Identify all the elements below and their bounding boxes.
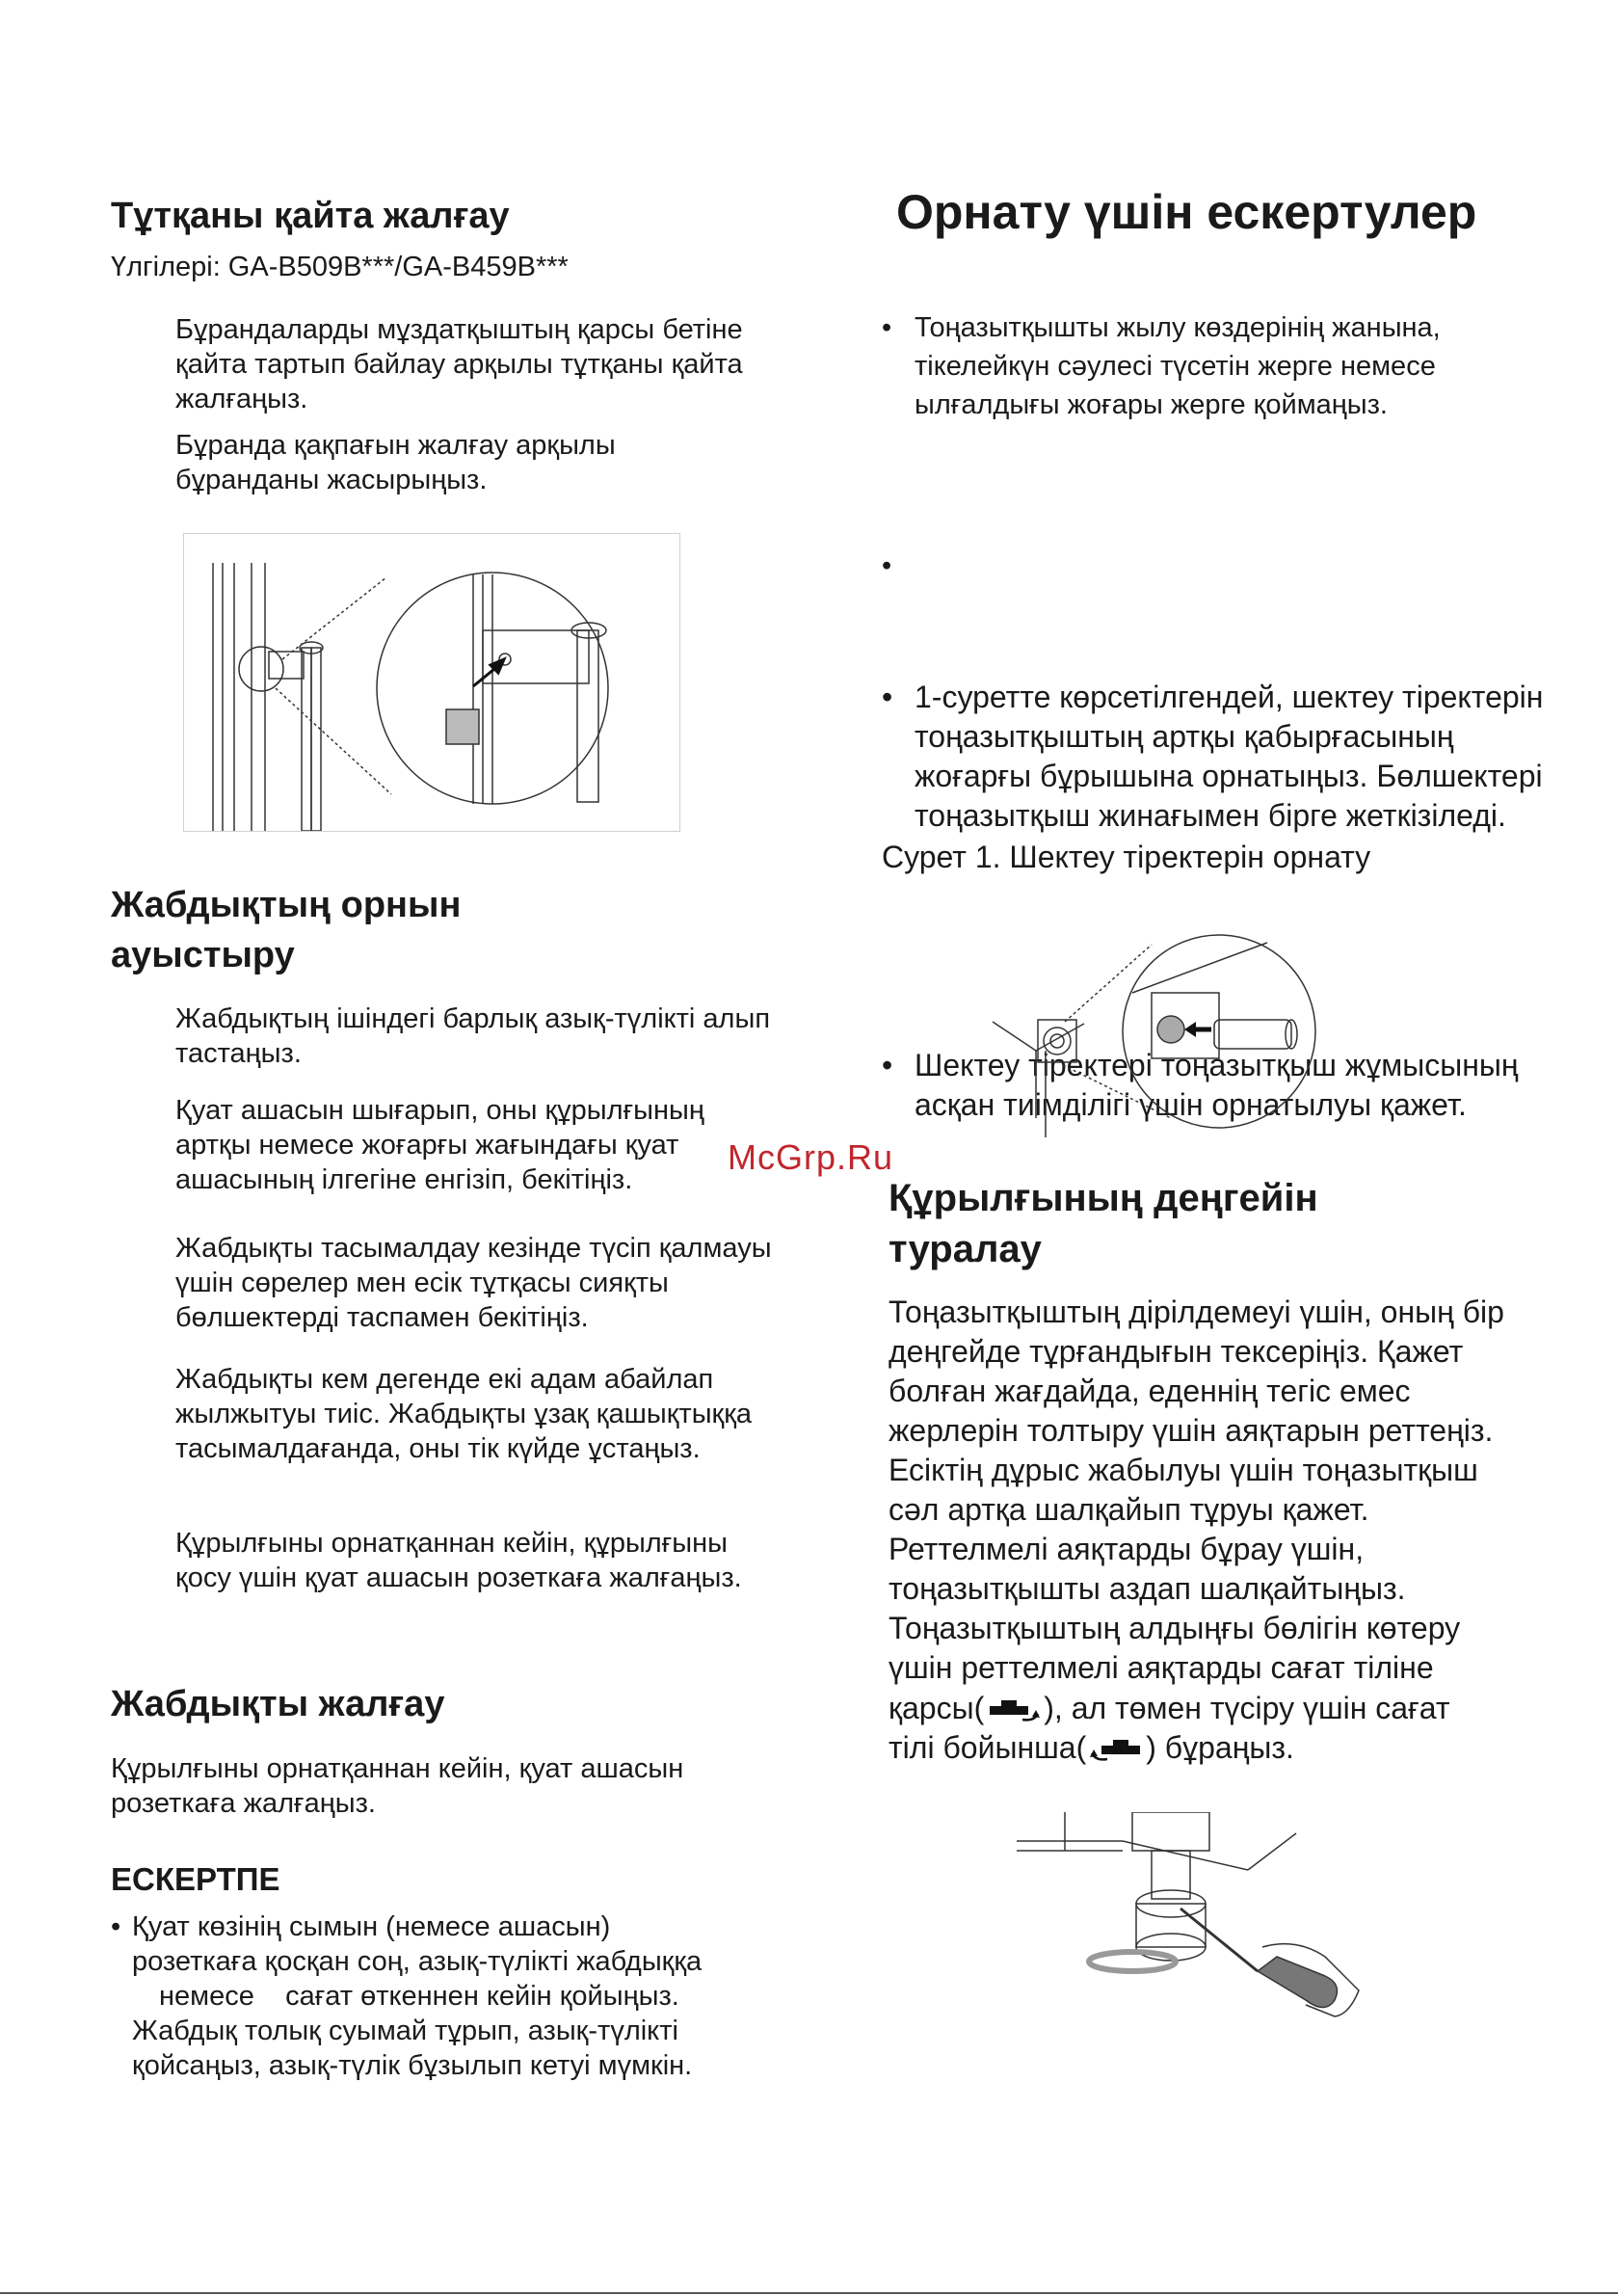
note-title: ЕСКЕРТПЕ [111,1861,280,1897]
reconnect-handle-paragraph-1: Бұрандаларды мұздатқыштың қарсы бетіне қайта тартып байлау арқылы тұтқаны қайта жалғаңыз. [175,314,743,414]
leveling-cw-prefix: тілі бойынша( [889,1730,1087,1765]
leveling-foot-illustration [1017,1812,1364,2024]
relocate-paragraph-4: Жабдықты кем дегенде екі адам абайлап жылжытуы тиіс. Жабдықты ұзақ қашықтыққа тасымалдағанда, оны тік күйде ұстаңыз. [175,1364,753,1464]
section-title-connect: Жабдықты жалғау [111,1684,445,1724]
relocate-paragraph-2: Қуат ашасын шығарып, оны құрылғының артқы немесе жоғарғы жағындағы қуат ашасының ілгегіне енгізіп, бекітіңіз. [175,1095,704,1195]
handle-reconnect-figure [183,533,680,832]
handle-reconnect-illustration [184,534,679,831]
leveling-cw-suffix: ) бұраңыз. [1146,1730,1294,1765]
note-bullet-line-2: розеткаға қосқан соң, азық-түлікті жабдыққа [132,1946,703,1977]
leveling-foot-figure [1017,1812,1364,2024]
clockwise-rotation-icon [1086,1736,1146,1765]
stopper-install-figure [988,916,1354,1147]
leveling-paragraph: Тоңазытқыштың дірілдемеуі үшін, оның бір деңгейде тұрғандығын тексеріңіз. Қажет болған жағдайда, еденнің тегіс емес жерлерін толтыру үшін аяқтарын реттеңіз. Есіктің дұрыс жабылуы үшін тоңазытқыш сәл артқа шалқайып тұруы қажет. Реттелмелі аяқтарды бұрау үшін, тоңазытқышты аздап шалқайтыңыз. Тоңазытқыштың алдыңғы бөлігін көтеру үшін реттелмелі аяқтарды сағат тіліне [889,1295,1504,1685]
install-bullet-3: • 1-суретте көрсетілгендей, шектеу тіректерін тоңазытқыштың артқы қабырғасының жоғарғы бұрышына орнатыңыз. Бөлшектері тоңазытқыш жинағымен бірге жеткізіледі. [882,678,1551,836]
section-title-reconnect-handle: Тұтқаны қайта жалғау [111,196,510,236]
note-bullet-line-4: Жабдық толық суымай тұрып, азық-түлікті [132,2016,678,2046]
watermark: McGrp.Ru [728,1137,894,1177]
section-title-relocate-line2: ауыстыру [111,935,295,975]
figure-1-caption: Сурет 1. Шектеу тіректерін орнату [882,840,1371,874]
leveling-cw-line [889,1728,1294,1768]
leveling-ccw-prefix: қарсы( [889,1691,985,1725]
note-bullet-line-5: қойсаңыз, азық-түлік бұзылып кетуі мүмкін. [132,2050,693,2081]
connect-paragraph: Құрылғыны орнатқаннан кейін, қуат ашасын розеткаға жалғаңыз. [111,1753,684,1819]
section-title-install-notes: Орнату үшін ескертулер [896,185,1477,239]
relocate-paragraph-1: Жабдықтың ішіндегі барлық азық-түлікті алып тастаңыз. [175,1003,771,1069]
reconnect-handle-paragraph-2: Бұранда қақпағын жалғау арқылы бұранданы жасырыңыз. [175,430,616,495]
counterclockwise-rotation-icon [984,1696,1044,1725]
section-title-relocate-line1: Жабдықтың орнын [111,885,462,925]
models-label: Үлгілері: GA-B509B***/GA-B459B*** [111,252,569,282]
stopper-install-illustration [988,916,1354,1147]
note-bullet-line-1: • Қуат көзінің сымын (немесе ашасын) [111,1909,1618,1944]
section-title-leveling-line1: Құрылғының деңгейін [889,1177,1318,1219]
install-bullet-4: • Шектеу тіректері тоңазытқыш жұмысының асқан тиімділігі үшін орнатылуы қажет. [882,1046,1551,1125]
note-bullet-line-3: немесе сағат өткеннен кейін қойыңыз. [159,1981,679,2012]
relocate-paragraph-5: Құрылғыны орнатқаннан кейін, құрылғыны қосу үшін қуат ашасын розеткаға жалғаңыз. [175,1528,742,1593]
section-title-leveling-line2: туралау [889,1228,1042,1270]
leveling-ccw-suffix: ), ал төмен түсіру үшін сағат [1044,1691,1450,1725]
page-bottom-rule [0,2292,1618,2294]
leveling-ccw-line [889,1689,1450,1728]
install-bullet-2 [882,547,1551,585]
install-bullet-1: • Тоңазытқышты жылу көздерінің жанына, тікелейкүн сәулесі түсетін жерге немесе ылғалдығы жоғары жерге қоймаңыз. [882,308,1551,424]
relocate-paragraph-3: Жабдықты тасымалдау кезінде түсіп қалмауы үшін сөрелер мен есік тұтқасы сияқты бөлшектерді таспамен бекітіңіз. [175,1233,772,1333]
